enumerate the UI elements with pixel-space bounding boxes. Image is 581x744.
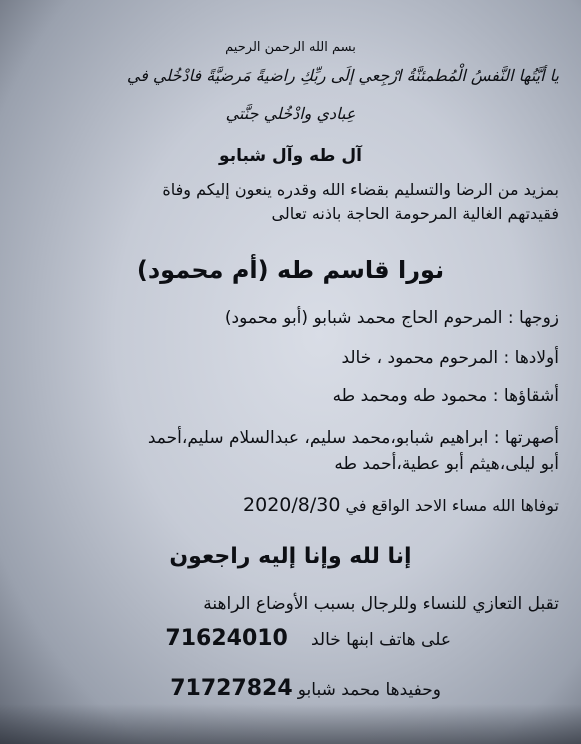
son-phone-line (14, 626, 451, 651)
children-line: أولادها : المرحوم محمود ، خالد (341, 348, 559, 368)
grandson-phone-line (14, 676, 441, 701)
death-date-line (14, 494, 559, 516)
condolences-line: تقبل التعازي للنساء وللرجال بسبب الأوضاع الراهنة (203, 594, 559, 614)
basmala: بسم الله الرحمن الرحيم (225, 40, 356, 55)
families-heading: آل طه وآل شبابو (219, 146, 362, 166)
announcement-line-2: فقيدتهم الغالية المرحومة الحاجة باذنه تعالى (271, 204, 559, 223)
deceased-name: نورا قاسم طه (أم محمود) (136, 256, 445, 284)
son-phone-label: على هاتف ابنها خالد (310, 630, 451, 650)
in-laws-line-2: أبو ليلى،هيثم أبو عطية،أحمد طه (334, 454, 559, 474)
closing-verse: إنا لله وإنا إليه راجعون (169, 544, 412, 569)
grandson-label: وحفيدها محمد شبابو (297, 680, 441, 700)
in-laws-line-1: أصهرتها : ابراهيم شبابو،محمد سليم، عبدالسلام سليم،أحمد (147, 428, 559, 448)
grandson-phone: 71727824 (170, 676, 293, 701)
death-date: 2020/8/30 (243, 494, 341, 516)
death-date-text: توفاها الله مساء الاحد الواقع في (345, 496, 559, 515)
verse-line-1: يا أيَّتُها النَّفسُ الْمُطمئنَّةُ ارْجِعي إلَى ربِّكِ راضيةً مَرضيَّةً فادْخُلي في (126, 66, 559, 85)
husband-line: زوجها : المرحوم الحاج محمد شبابو (أبو محمود) (224, 308, 559, 328)
announcement-line-1: بمزيد من الرضا والتسليم بقضاء الله وقدره ينعون إليكم وفاة (162, 180, 559, 199)
siblings-line: أشقاؤها : محمود طه ومحمد طه (332, 386, 559, 406)
verse-line-2: عِبادي وادْخُلي جنَّتي (225, 104, 356, 123)
son-phone: 71624010 (165, 626, 288, 651)
